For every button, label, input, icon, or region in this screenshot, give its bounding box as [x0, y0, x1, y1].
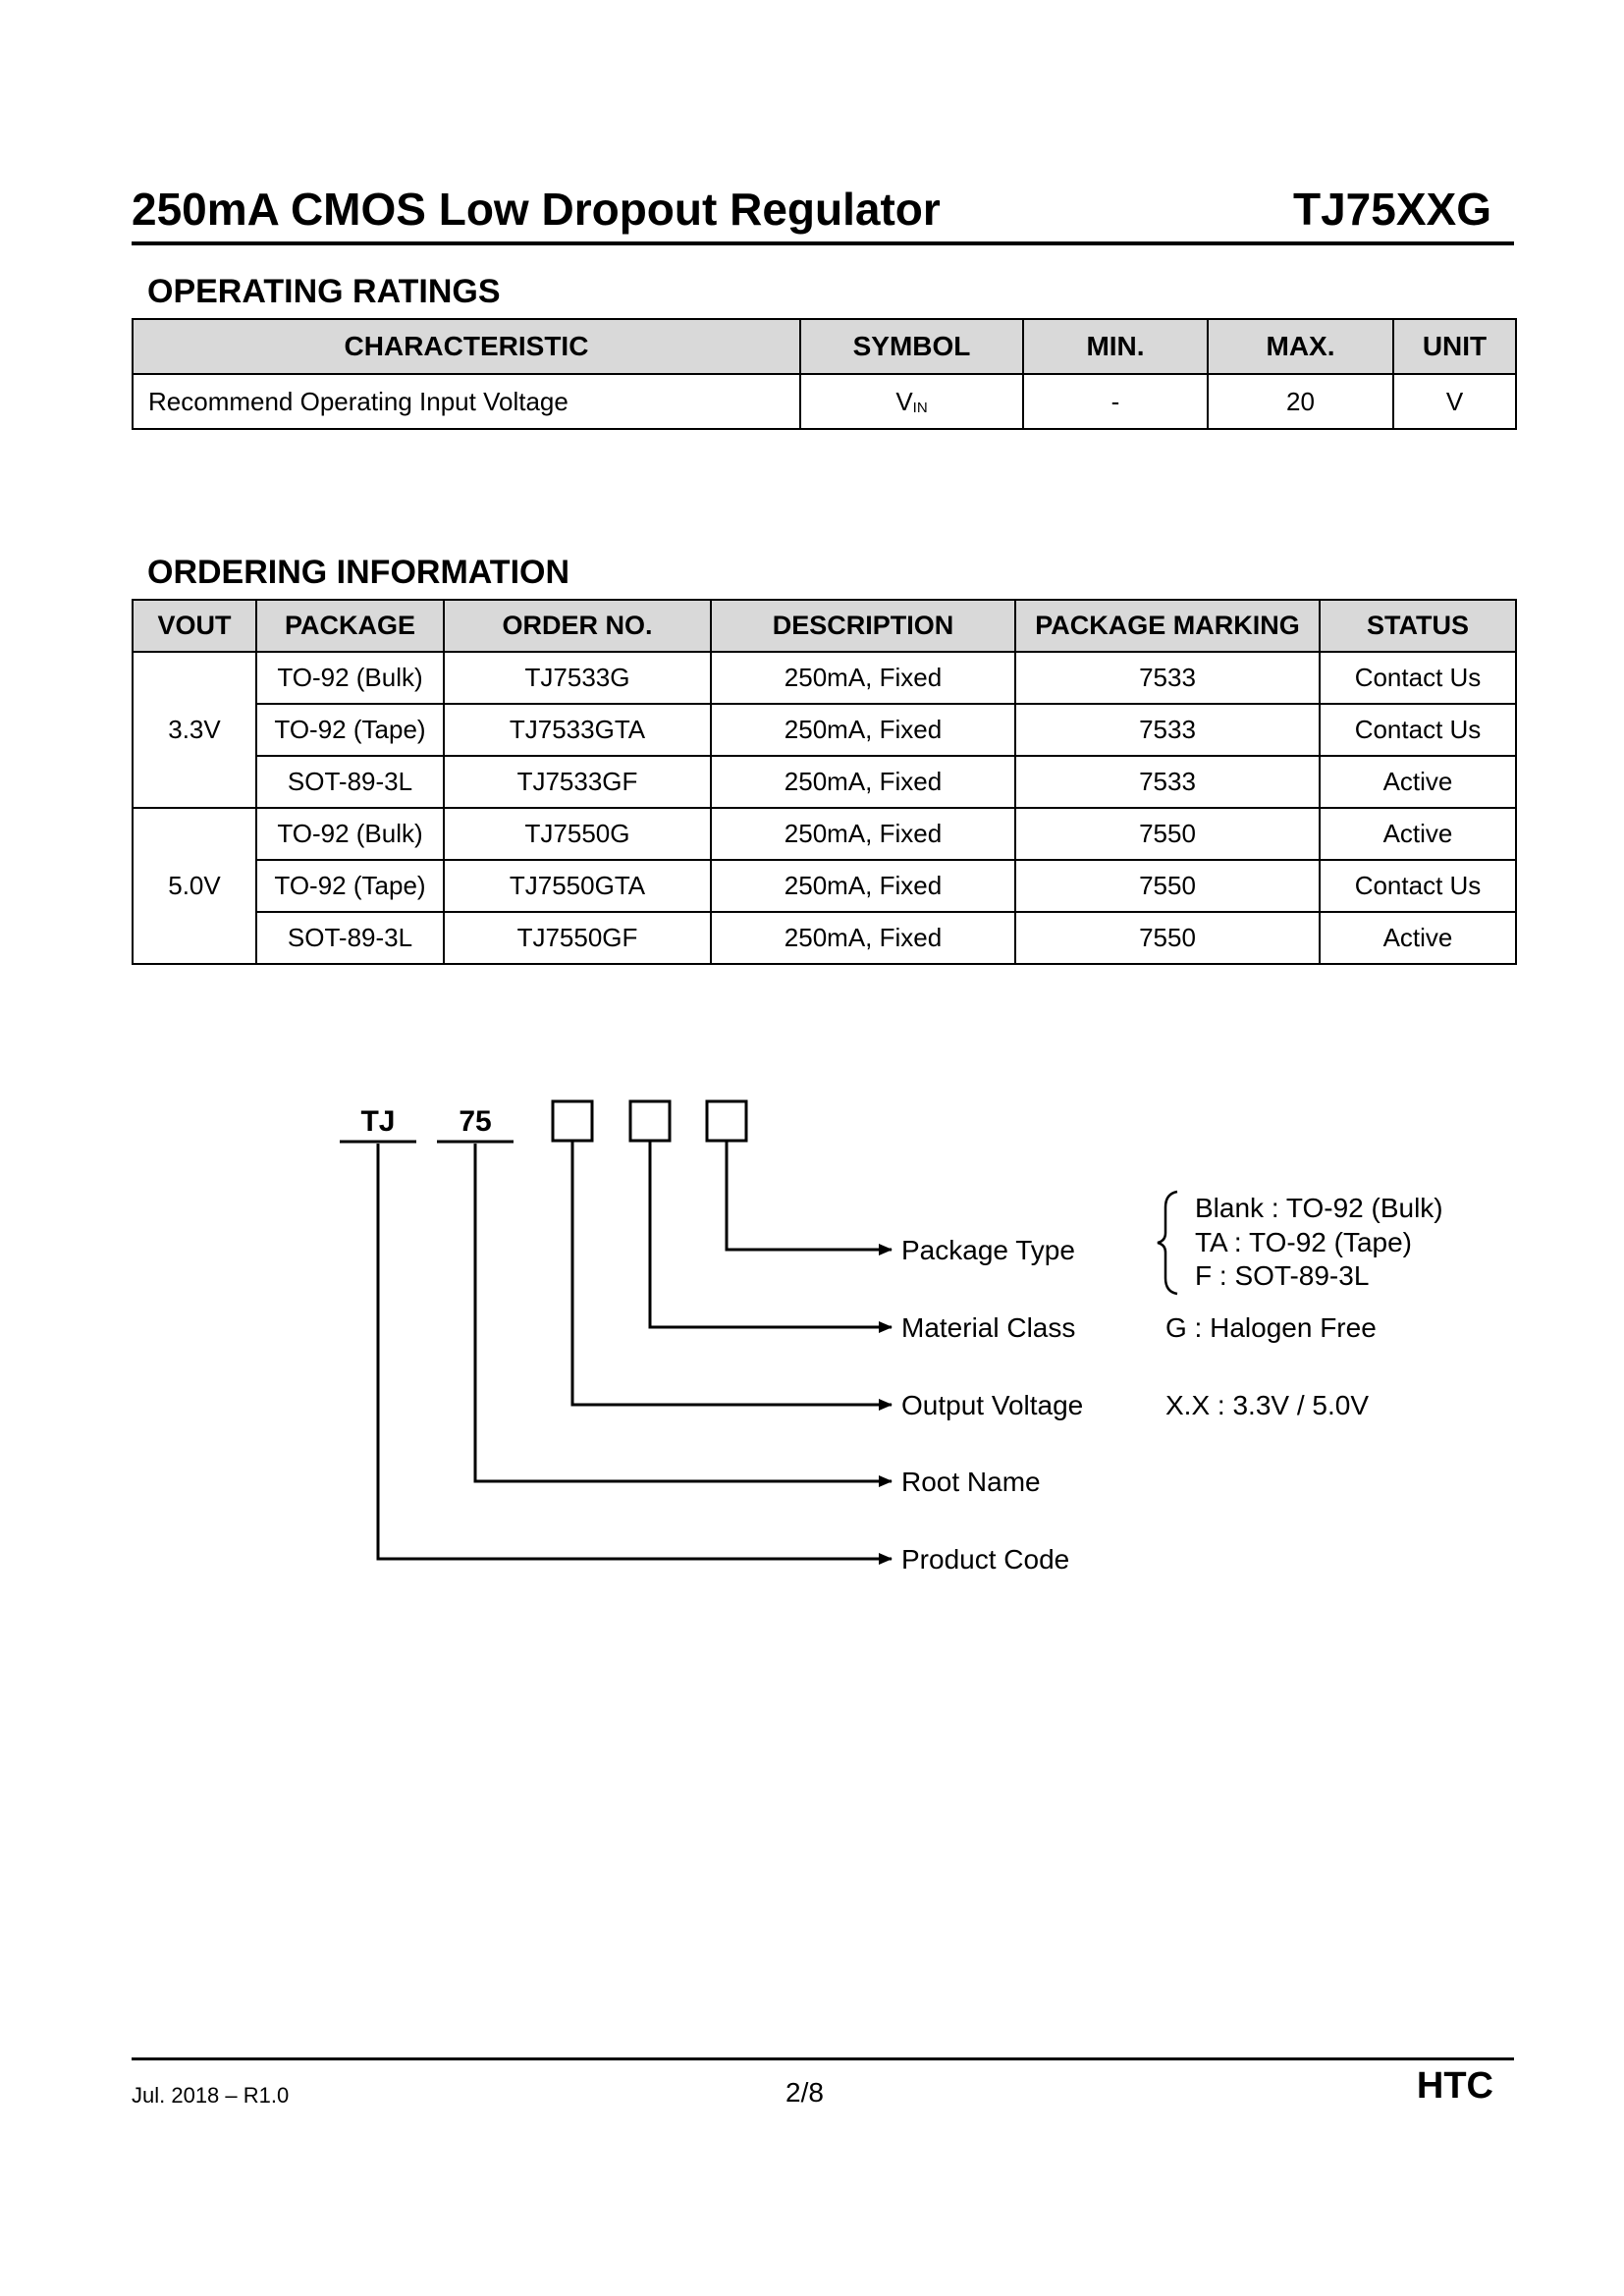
header-characteristic: CHARACTERISTIC: [133, 319, 800, 374]
cell-marking: 7533: [1015, 756, 1320, 808]
cell-order-no: TJ7550GF: [444, 912, 711, 964]
output-voltage-value: X.X : 3.3V / 5.0V: [1165, 1390, 1370, 1420]
cell-package: TO-92 (Tape): [256, 704, 444, 756]
cell-description: 250mA, Fixed: [711, 652, 1015, 704]
material-code-box: [630, 1101, 670, 1141]
page-number: 2/8: [785, 2077, 824, 2108]
package-type-label: Package Type: [901, 1235, 1075, 1265]
cell-vout: 3.3V: [133, 652, 256, 808]
cell-order-no: TJ7533GF: [444, 756, 711, 808]
document-title: 250mA CMOS Low Dropout Regulator: [132, 184, 941, 235]
part-number: TJ75XXG: [1293, 184, 1491, 235]
product-code-label: Product Code: [901, 1544, 1070, 1575]
cell-package: TO-92 (Bulk): [256, 652, 444, 704]
package-option: TA : TO-92 (Tape): [1195, 1227, 1412, 1257]
cell-status: Contact Us: [1320, 652, 1516, 704]
cell-package: SOT-89-3L: [256, 756, 444, 808]
cell-min: -: [1023, 374, 1208, 429]
product-code-connector: [378, 1144, 892, 1559]
cell-description: 250mA, Fixed: [711, 808, 1015, 860]
header-symbol: SYMBOL: [800, 319, 1023, 374]
prefix-code: TJ: [360, 1105, 396, 1138]
cell-package: TO-92 (Bulk): [256, 808, 444, 860]
header-vout: VOUT: [133, 600, 256, 652]
revision-date: Jul. 2018 – R1.0: [132, 2083, 290, 2108]
material-class-value: G : Halogen Free: [1165, 1312, 1377, 1343]
cell-order-no: TJ7533GTA: [444, 704, 711, 756]
material-class-label: Material Class: [901, 1312, 1076, 1343]
header-max: MAX.: [1208, 319, 1393, 374]
cell-description: 250mA, Fixed: [711, 756, 1015, 808]
cell-package: TO-92 (Tape): [256, 860, 444, 912]
footer-divider: [132, 2057, 1514, 2060]
header-order-no: ORDER NO.: [444, 600, 711, 652]
cell-package: SOT-89-3L: [256, 912, 444, 964]
cell-marking: 7550: [1015, 860, 1320, 912]
package-code-box: [707, 1101, 746, 1141]
cell-max: 20: [1208, 374, 1393, 429]
root-name-label: Root Name: [901, 1467, 1041, 1497]
package-type-connector: [727, 1141, 892, 1250]
cell-order-no: TJ7550GTA: [444, 860, 711, 912]
cell-marking: 7550: [1015, 808, 1320, 860]
ordering-information-title: ORDERING INFORMATION: [147, 554, 570, 591]
cell-order-no: TJ7550G: [444, 808, 711, 860]
cell-vout: 5.0V: [133, 808, 256, 964]
package-option: Blank : TO-92 (Bulk): [1195, 1193, 1443, 1223]
symbol-main: V: [895, 386, 913, 416]
cell-status: Active: [1320, 808, 1516, 860]
package-option: F : SOT-89-3L: [1195, 1260, 1370, 1291]
cell-marking: 7550: [1015, 912, 1320, 964]
cell-description: 250mA, Fixed: [711, 860, 1015, 912]
voltage-code-box: [553, 1101, 592, 1141]
root-name-connector: [475, 1144, 892, 1481]
header-min: MIN.: [1023, 319, 1208, 374]
material-class-connector: [650, 1141, 892, 1327]
root-code: 75: [459, 1105, 492, 1138]
cell-order-no: TJ7533G: [444, 652, 711, 704]
cell-marking: 7533: [1015, 704, 1320, 756]
output-voltage-label: Output Voltage: [901, 1390, 1084, 1420]
cell-status: Contact Us: [1320, 860, 1516, 912]
cell-status: Contact Us: [1320, 704, 1516, 756]
output-voltage-connector: [572, 1141, 892, 1405]
header-status: STATUS: [1320, 600, 1516, 652]
header-package-marking: PACKAGE MARKING: [1015, 600, 1320, 652]
cell-unit: V: [1393, 374, 1516, 429]
cell-status: Active: [1320, 912, 1516, 964]
cell-description: 250mA, Fixed: [711, 704, 1015, 756]
cell-marking: 7533: [1015, 652, 1320, 704]
cell-status: Active: [1320, 756, 1516, 808]
header-unit: UNIT: [1393, 319, 1516, 374]
operating-ratings-title: OPERATING RATINGS: [147, 273, 501, 310]
cell-description: 250mA, Fixed: [711, 912, 1015, 964]
company-brand: HTC: [1416, 2065, 1493, 2107]
symbol-subscript: IN: [912, 399, 928, 416]
header-description: DESCRIPTION: [711, 600, 1015, 652]
package-options-brace: [1158, 1192, 1177, 1294]
cell-characteristic: Recommend Operating Input Voltage: [133, 374, 800, 429]
header-package: PACKAGE: [256, 600, 444, 652]
